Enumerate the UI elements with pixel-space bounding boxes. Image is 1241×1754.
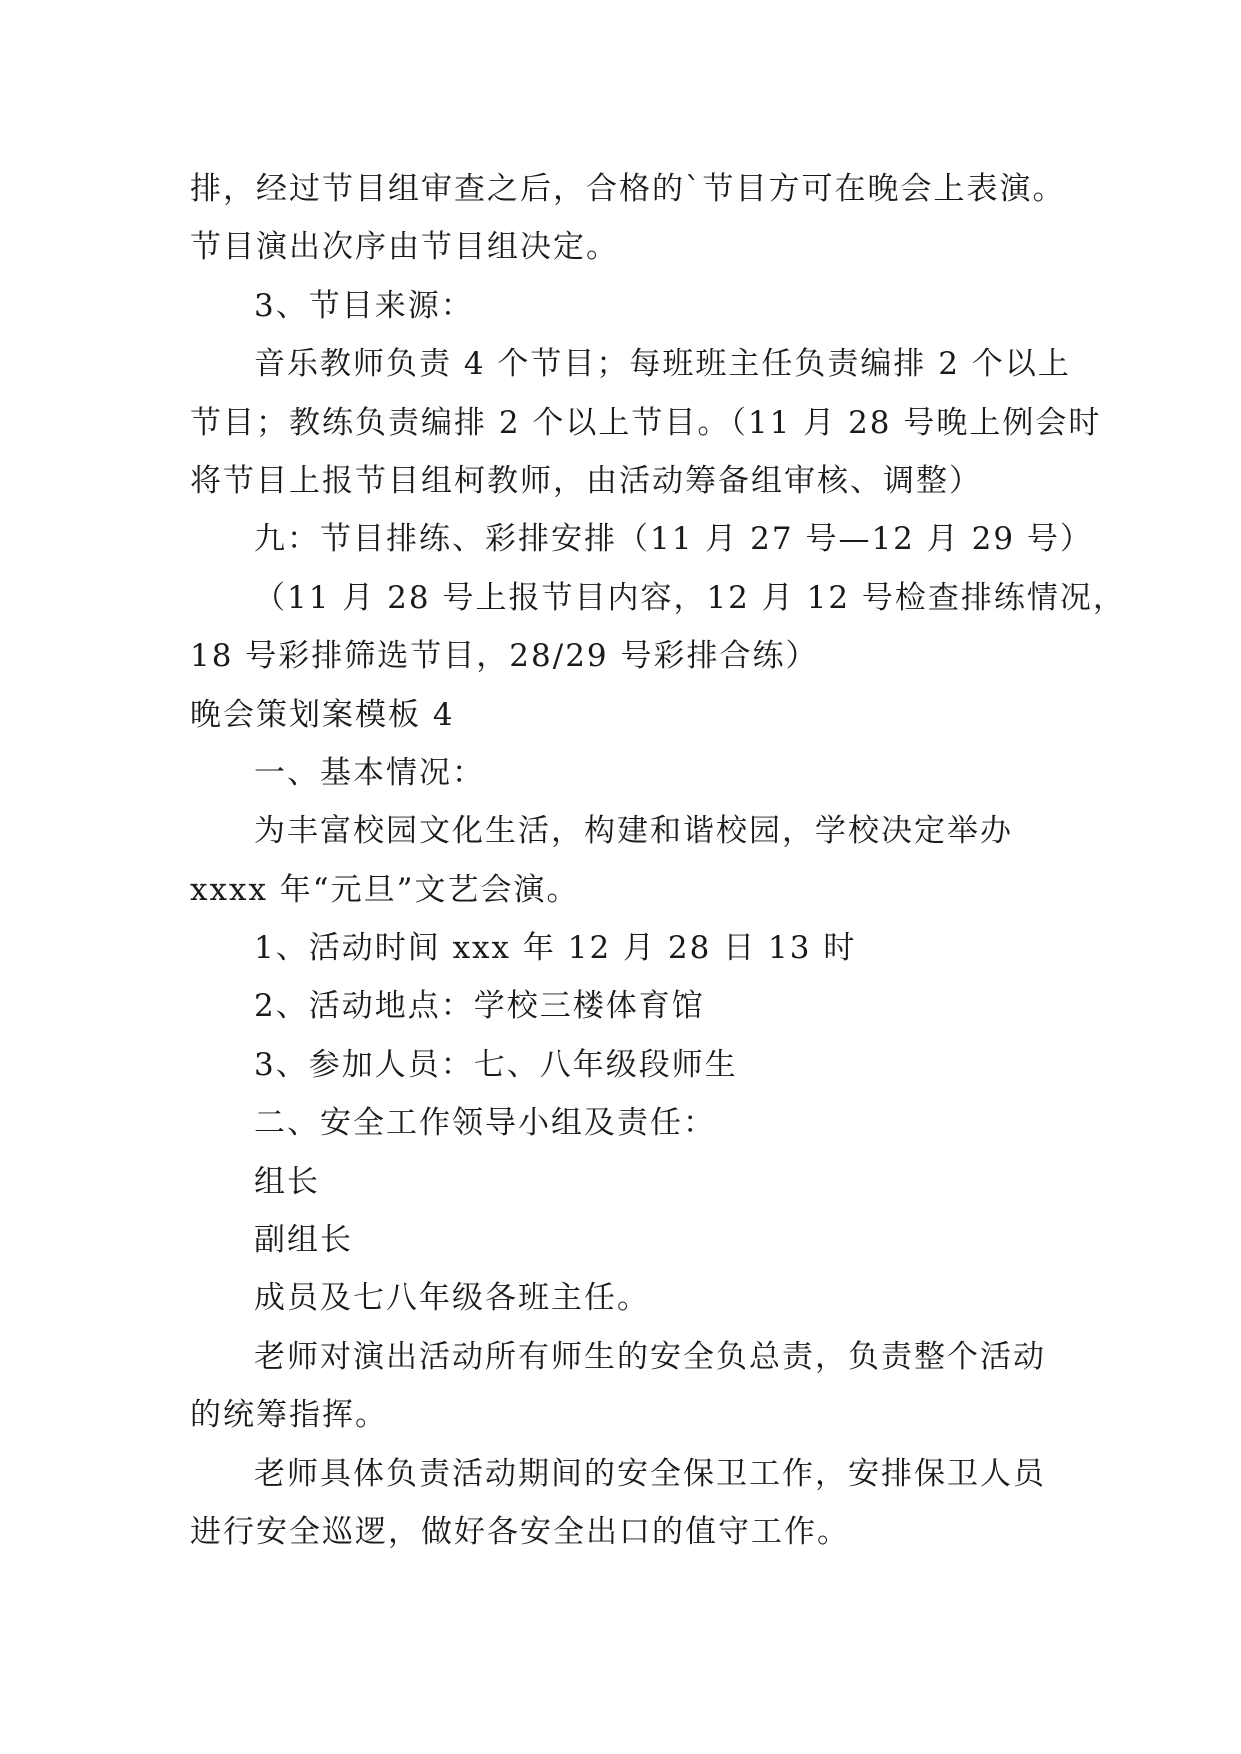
section-heading: 晚会策划案模板 4	[190, 696, 455, 733]
text-line: 18 号彩排筛选节目，28/29 号彩排合练）	[190, 638, 819, 675]
text-line: 为丰富校园文化生活，构建和谐校园，学校决定举办	[254, 813, 1013, 850]
text-line: （11 月 28 号上报节目内容，12 月 12 号检查排练情况，	[254, 579, 1126, 616]
text-line: 成员及七八年级各班主任。	[254, 1280, 650, 1317]
document-body	[190, 160, 1126, 1561]
text-line: xxxx 年“元旦”文艺会演。	[190, 871, 580, 908]
text-line: 排，经过节目组审查之后，合格的`节目方可在晚会上表演。	[190, 171, 1066, 207]
text-line: 将节目上报节目组柯教师，由活动筹备组审核、调整）	[190, 462, 982, 499]
text-line: 一、基本情况：	[254, 754, 485, 791]
text-line: 2、活动地点：学校三楼体育馆	[254, 988, 705, 1025]
text-line: 3、节目来源：	[254, 287, 474, 324]
text-line: 副组长	[254, 1222, 353, 1259]
text-line: 3、参加人员：七、八年级段师生	[254, 1046, 738, 1083]
text-line: 音乐教师负责 4 个节目；每班班主任负责编排 2 个以上	[254, 346, 1071, 383]
text-line: 1、活动时间 xxx 年 12 月 28 日 13 时	[254, 930, 857, 967]
text-line: 节目；教练负责编排 2 个以上节目。（11 月 28 号晚上例会时	[190, 404, 1102, 441]
text-line: 二、安全工作领导小组及责任：	[254, 1105, 716, 1142]
text-line: 组长	[254, 1163, 320, 1200]
text-line: 节目演出次序由节目组决定。	[190, 229, 619, 266]
text-line: 九：节目排练、彩排安排（11 月 27 号—12 月 29 号）	[254, 521, 1093, 558]
text-line: 老师具体负责活动期间的安全保卫工作，安排保卫人员	[254, 1455, 1046, 1492]
text-line: 的统筹指挥。	[190, 1397, 388, 1434]
text-line: 进行安全巡逻，做好各安全出口的值守工作。	[190, 1513, 850, 1550]
text-line: 老师对演出活动所有师生的安全负总责，负责整个活动	[254, 1338, 1046, 1375]
